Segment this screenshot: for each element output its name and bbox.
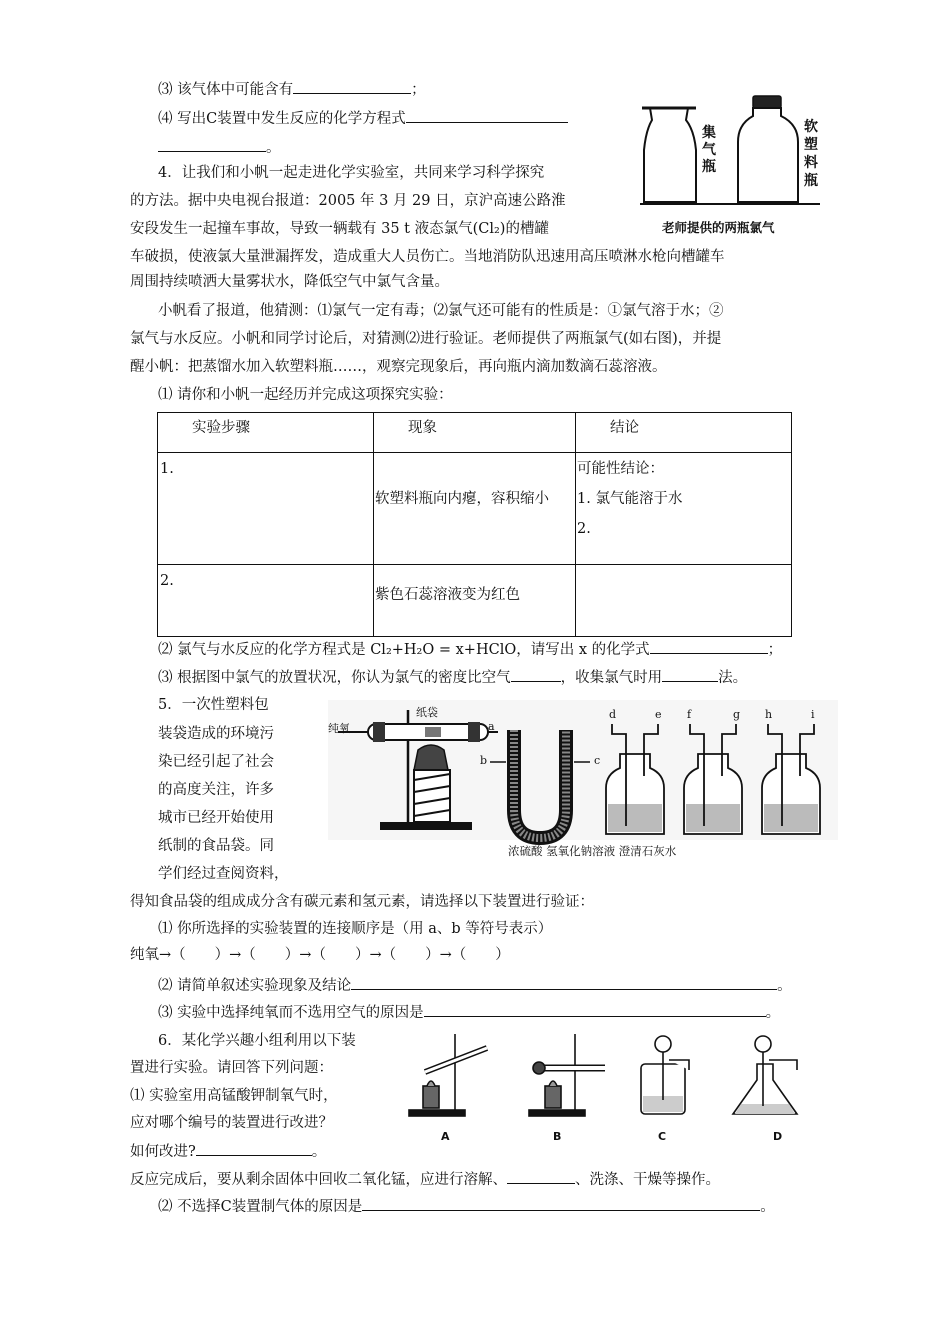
q6-line-4: 应对哪个编号的装置进行改进？: [130, 1115, 333, 1131]
q5-line-4: 的高度关注，许多: [158, 782, 274, 798]
answer-blank[interactable]: [507, 1168, 575, 1184]
label-paper: 纸袋: [416, 706, 438, 719]
label-A: A: [441, 1130, 450, 1143]
q3-item3-text: ⑶ 该气体中可能含有: [158, 82, 294, 98]
q6-apparatus-illustration: [405, 1030, 825, 1148]
q4-line-4: 车破损，使液氯大量泄漏挥发，造成重大人员伤亡。当地消防队迅速用高压喷淋水枪向槽罐车: [130, 249, 725, 265]
letter-d: d: [609, 708, 617, 721]
letter-a: a: [488, 720, 495, 733]
header-phenomenon: 现象: [374, 413, 576, 453]
q6-line-3: ⑴ 实验室用高锰酸钾制氧气时，: [130, 1088, 338, 1104]
header-conclusion: 结论: [576, 413, 792, 453]
answer-blank[interactable]: [650, 638, 768, 654]
q5-item1: ⑴ 你所选择的实验装置的连接顺序是（用 a、b 等符号表示）: [158, 921, 553, 937]
apparatus-illustration: [328, 700, 838, 865]
q3-item3: ⑶ 该气体中可能含有 ；: [158, 78, 426, 100]
row2-conclusion[interactable]: [576, 565, 792, 637]
row2-phenomenon: 紫色石蕊溶液变为红色: [374, 565, 576, 637]
q6-apparatus-figure: [405, 1030, 825, 1148]
q4-line-3: 安段发生一起撞车事故，导致一辆载有 35 t 液态氯气(Cl₂)的槽罐: [130, 221, 549, 237]
letter-c: c: [594, 754, 601, 767]
q6-line-full: 反应完成后，要从剩余固体中回收二氧化锰，应进行溶解、 、洗涤、干燥等操作。: [130, 1168, 720, 1190]
answer-blank[interactable]: [158, 136, 266, 152]
row1-conclusion: 可能性结论： 1. 氯气能溶于水 2.: [576, 453, 792, 565]
answer-blank[interactable]: [662, 666, 718, 682]
q4-line-9: ⑴ 请你和小帆一起经历并完成这项探究实验：: [158, 387, 453, 403]
q3-item4-cont: 。: [158, 136, 281, 158]
q3-item4-text: ⑷ 写出C装置中发生反应的化学方程式: [158, 111, 406, 127]
label-D: D: [773, 1130, 783, 1143]
q5-apparatus-figure: [328, 700, 838, 865]
label-B: B: [553, 1130, 562, 1143]
q4-line-5: 周围持续喷洒大量雾状水，降低空气中氯气含量。: [130, 274, 449, 290]
answer-blank[interactable]: [196, 1140, 312, 1156]
answer-blank[interactable]: [362, 1195, 760, 1211]
answer-blank[interactable]: [351, 974, 777, 990]
conclusion-2-blank[interactable]: 2.: [577, 521, 591, 537]
q5-line-1: 5．一次性塑料包: [158, 697, 269, 713]
q4-line-7: 氯气与水反应。小帆和同学讨论后，对猜测⑵进行验证。老师提供了两瓶氯气(如右图)，并提: [130, 331, 722, 347]
q5-sequence[interactable]: 纯氧→（ ）→（ ）→（ ）→（ ）→（ ）: [130, 947, 510, 963]
q6-item2: ⑵ 不选择C装置制气体的原因是 。: [158, 1195, 775, 1217]
bottle1-label: 集气瓶: [702, 125, 716, 175]
letter-b: b: [480, 754, 488, 767]
letter-i: i: [811, 708, 815, 721]
experiment-table: [157, 412, 792, 637]
q4-line-1: 4．让我们和小帆一起走进化学实验室，共同来学习科学探究: [158, 165, 545, 181]
answer-blank[interactable]: [424, 1001, 766, 1017]
letter-h: h: [765, 708, 773, 721]
label-C: C: [658, 1130, 667, 1143]
letter-e: e: [655, 708, 662, 721]
q5-line-3: 染已经引起了社会: [158, 754, 274, 770]
row1-step[interactable]: 1.: [158, 453, 374, 565]
q6-line-5: 如何改进? 。: [130, 1140, 326, 1162]
letter-f: f: [687, 708, 692, 721]
label-oxygen: 纯氧: [328, 722, 350, 735]
q5-item2: ⑵ 请简单叙述实验现象及结论 。: [158, 974, 792, 996]
bottle2-label: 软塑料瓶: [804, 119, 818, 189]
q4-line-2: 的方法。据中央电视台报道：2005 年 3 月 29 日，京沪高速公路淮: [130, 193, 566, 209]
answer-blank[interactable]: [511, 666, 561, 682]
q4-item2: ⑵ 氯气与水反应的化学方程式是 Cl₂+H₂O = x+HClO，请写出 x 的化学式 ；: [158, 638, 782, 660]
q5-line-2: 装袋造成的环境污: [158, 726, 274, 742]
q5-line-full: 得知食品袋的组成成分含有碳元素和氢元素，请选择以下装置进行验证：: [130, 894, 594, 910]
q4-item3: ⑶ 根据图中氯气的放置状况，你认为氯气的密度比空气 ，收集氯气时用 法。: [158, 666, 747, 688]
apparatus-caption: 浓硫酸 氢氧化钠溶液 澄清石灰水: [508, 844, 677, 858]
row1-phenomenon: 软塑料瓶向内瘪，容积缩小: [374, 453, 576, 565]
q4-bottles-figure: [640, 90, 825, 240]
row2-step[interactable]: 2.: [158, 565, 374, 637]
answer-blank[interactable]: [406, 107, 568, 123]
q4-line-8: 醒小帆：把蒸馏水加入软塑料瓶……，观察完现象后，再向瓶内滴加数滴石蕊溶液。: [130, 359, 667, 375]
q5-line-7: 学们经过查阅资料，: [158, 866, 289, 882]
q5-line-6: 纸制的食品袋。同: [158, 838, 274, 854]
q6-line-2: 置进行实验。请回答下列问题：: [130, 1060, 333, 1076]
q6-line-1: 6．某化学兴趣小组利用以下装: [158, 1033, 356, 1049]
header-steps: 实验步骤: [158, 413, 374, 453]
bottles-caption: 老师提供的两瓶氯气: [662, 220, 775, 235]
q4-line-6: 小帆看了报道，他猜测：⑴氯气一定有毒；⑵氯气还可能有的性质是：①氯气溶于水；②: [158, 303, 724, 319]
q5-item3: ⑶ 实验中选择纯氧而不选用空气的原因是 。: [158, 1001, 780, 1023]
q3-item4: [158, 107, 568, 129]
answer-blank[interactable]: [293, 78, 411, 94]
letter-g: g: [733, 708, 741, 721]
q5-line-5: 城市已经开始使用: [158, 810, 274, 826]
